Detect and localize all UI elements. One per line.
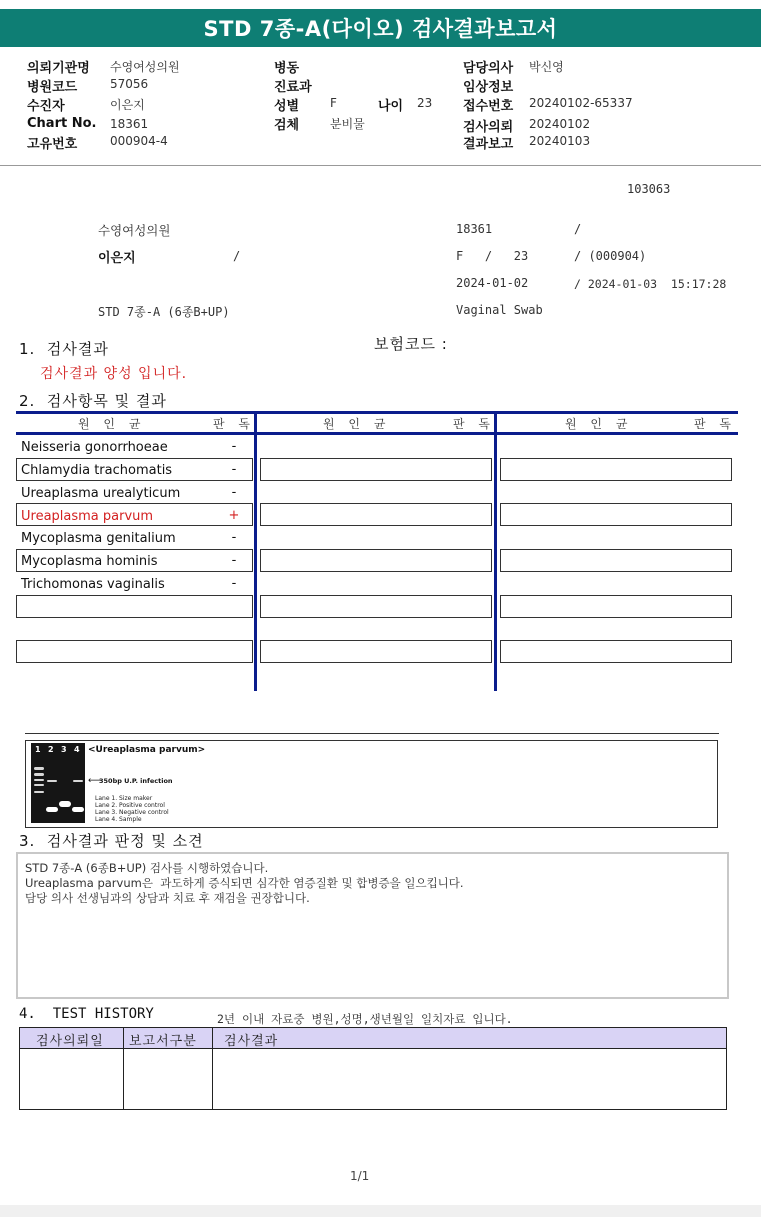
row-box <box>500 640 732 663</box>
header-value-receipt-no: 20240102-65337 <box>529 96 633 110</box>
row-box <box>260 640 492 663</box>
header-label-clinic: 의뢰기관명 <box>27 61 90 76</box>
section2-title: 2. 검사항목 및 결과 <box>19 392 167 410</box>
header-label-request-date: 검사의뢰 <box>463 120 514 135</box>
gel-band <box>34 784 44 786</box>
info-chart-no: 18361 <box>456 222 493 236</box>
info-report-datetime: / 2024-01-03 15:17:28 <box>574 277 727 291</box>
gel-legend-item: Lane 3. Negative control <box>95 809 169 816</box>
info-patient-name: 이은지 <box>98 251 136 266</box>
info-slash: / <box>574 222 582 236</box>
header-value-chart-no: 18361 <box>110 117 149 131</box>
gel-band <box>34 767 44 770</box>
info-id-code: / (000904) <box>574 249 647 263</box>
gel-lane-number: 2 <box>48 745 54 754</box>
header-label-specimen: 검체 <box>274 118 300 133</box>
col1-organism-header: 원 인 균 <box>78 417 146 431</box>
header-label-ward: 병동 <box>274 61 300 76</box>
row-box <box>260 503 492 526</box>
gel-band <box>34 791 44 793</box>
header-value-request-date: 20240102 <box>529 117 591 131</box>
report-title: STD 7종-A(다이오) 검사결과보고서 <box>0 9 761 47</box>
organism-result: - <box>231 485 237 500</box>
header-label-chart-no: Chart No. <box>27 116 97 131</box>
organism-name-positive: Ureaplasma parvum <box>21 509 154 524</box>
gel-lane-number: 1 <box>35 745 41 754</box>
header-label-report-date: 결과보고 <box>463 137 514 152</box>
gel-band <box>73 780 83 782</box>
document-number: 103063 <box>627 182 671 196</box>
col3-organism-header: 원 인 균 <box>565 417 633 431</box>
info-specimen: Vaginal Swab <box>456 303 543 317</box>
header-value-doctor: 박신영 <box>529 60 564 74</box>
gel-band <box>72 807 84 812</box>
header-divider <box>0 165 761 166</box>
info-clinic: 수영여성의원 <box>98 223 171 238</box>
gel-divider <box>25 733 719 734</box>
row-box <box>16 640 253 663</box>
info-slash-2: / <box>233 249 241 263</box>
history-note: 2년 이내 자료중 병원,성명,생년월일 일치자료 입니다. <box>217 1012 513 1026</box>
grid-divider-2 <box>494 411 497 691</box>
row-box <box>16 595 253 618</box>
organism-result: - <box>231 462 237 477</box>
history-col-request-date: 검사의뢰일 <box>36 1034 104 1049</box>
opinion-line: STD 7종-A (6종B+UP) 검사를 시행하였습니다. <box>25 861 269 875</box>
organism-result: - <box>231 439 237 454</box>
section3-title: 3. 검사결과 판정 및 소견 <box>19 832 204 850</box>
gel-lane-number: 3 <box>61 745 67 754</box>
grid-divider-1 <box>254 411 257 691</box>
header-label-department: 진료과 <box>274 80 312 95</box>
col2-result-header: 판 독 <box>453 417 495 431</box>
gel-legend-item: Lane 4. Sample <box>95 816 142 823</box>
header-value-age: 23 <box>417 96 433 110</box>
header-label-receipt-no: 접수번호 <box>463 99 514 114</box>
insurance-code-label: 보험코드 : <box>374 335 448 353</box>
organism-result: - <box>231 576 237 591</box>
header-label-age: 나이 <box>378 99 404 114</box>
organism-name: Mycoplasma genitalium <box>21 531 176 546</box>
opinion-line: Ureaplasma parvum은 과도하게 증식되면 심각한 염증질환 및 합병증을 일으킵니다. <box>25 876 464 890</box>
overall-result: 검사결과 양성 입니다. <box>40 366 188 382</box>
header-value-report-date: 20240103 <box>529 134 591 148</box>
row-box <box>260 549 492 572</box>
gel-electrophoresis-image <box>31 743 85 823</box>
gel-band <box>46 807 58 812</box>
header-label-sex: 성별 <box>274 99 300 114</box>
gel-band <box>47 780 57 782</box>
organism-result-positive: + <box>228 508 240 523</box>
organism-name: Chlamydia trachomatis <box>21 463 173 478</box>
gel-legend-item: Lane 2. Positive control <box>95 802 165 809</box>
organism-result: - <box>231 530 237 545</box>
header-label-unique-no: 고유번호 <box>27 137 78 152</box>
grid-top-rule <box>16 411 738 414</box>
header-value-hospital-code: 57056 <box>110 77 149 91</box>
gel-title: <Ureaplasma parvum> <box>88 745 206 755</box>
grid-header-rule <box>16 432 738 435</box>
header-label-doctor: 담당의사 <box>463 61 514 76</box>
row-box <box>500 595 732 618</box>
row-box <box>260 458 492 481</box>
col1-result-header: 판 독 <box>213 417 255 431</box>
header-value-specimen: 분비물 <box>330 117 365 131</box>
header-value-clinic: 수영여성의원 <box>110 60 180 74</box>
organism-result: - <box>231 553 237 568</box>
row-box <box>500 549 732 572</box>
gel-lane-number: 4 <box>74 745 80 754</box>
history-table-body <box>19 1049 727 1110</box>
gel-legend-item: Lane 1. Size maker <box>95 795 153 802</box>
history-col-divider <box>123 1027 124 1110</box>
gel-arrow-label: 350bp U.P. infection <box>99 777 173 785</box>
history-table-header <box>19 1027 727 1049</box>
gel-band <box>34 779 44 781</box>
col2-organism-header: 원 인 균 <box>323 417 391 431</box>
header-label-hospital-code: 병원코드 <box>27 80 78 95</box>
gel-arrow-icon: ⟵ <box>88 776 101 786</box>
row-box <box>500 458 732 481</box>
col3-result-header: 판 독 <box>694 417 736 431</box>
row-box <box>260 595 492 618</box>
info-sex-age: F / 23 <box>456 249 529 263</box>
section1-title: 1. 검사결과 <box>19 340 109 358</box>
history-col-result: 검사결과 <box>224 1034 279 1049</box>
history-col-report-type: 보고서구분 <box>129 1034 197 1049</box>
row-box <box>500 503 732 526</box>
gel-band <box>34 773 44 776</box>
history-col-divider <box>212 1027 213 1110</box>
header-label-patient: 수진자 <box>27 99 65 114</box>
header-label-clinical-info: 임상정보 <box>463 80 514 95</box>
opinion-line: 담당 의사 선생님과의 상담과 치료 후 재검을 권장합니다. <box>25 891 310 905</box>
page-number: 1/1 <box>350 1169 370 1183</box>
info-test-name: STD 7종-A (6종B+UP) <box>98 305 230 319</box>
section4-title: 4. TEST HISTORY <box>19 1006 154 1022</box>
organism-name: Mycoplasma hominis <box>21 554 158 569</box>
organism-name: Ureaplasma urealyticum <box>21 486 181 501</box>
header-value-sex: F <box>330 96 337 110</box>
organism-name: Neisseria gonorrhoeae <box>21 440 168 455</box>
info-receipt-date: 2024-01-02 <box>456 276 529 290</box>
header-value-patient: 이은지 <box>110 98 145 112</box>
organism-name: Trichomonas vaginalis <box>21 577 165 592</box>
gel-band <box>59 801 71 807</box>
header-value-unique-no: 000904-4 <box>110 134 168 148</box>
